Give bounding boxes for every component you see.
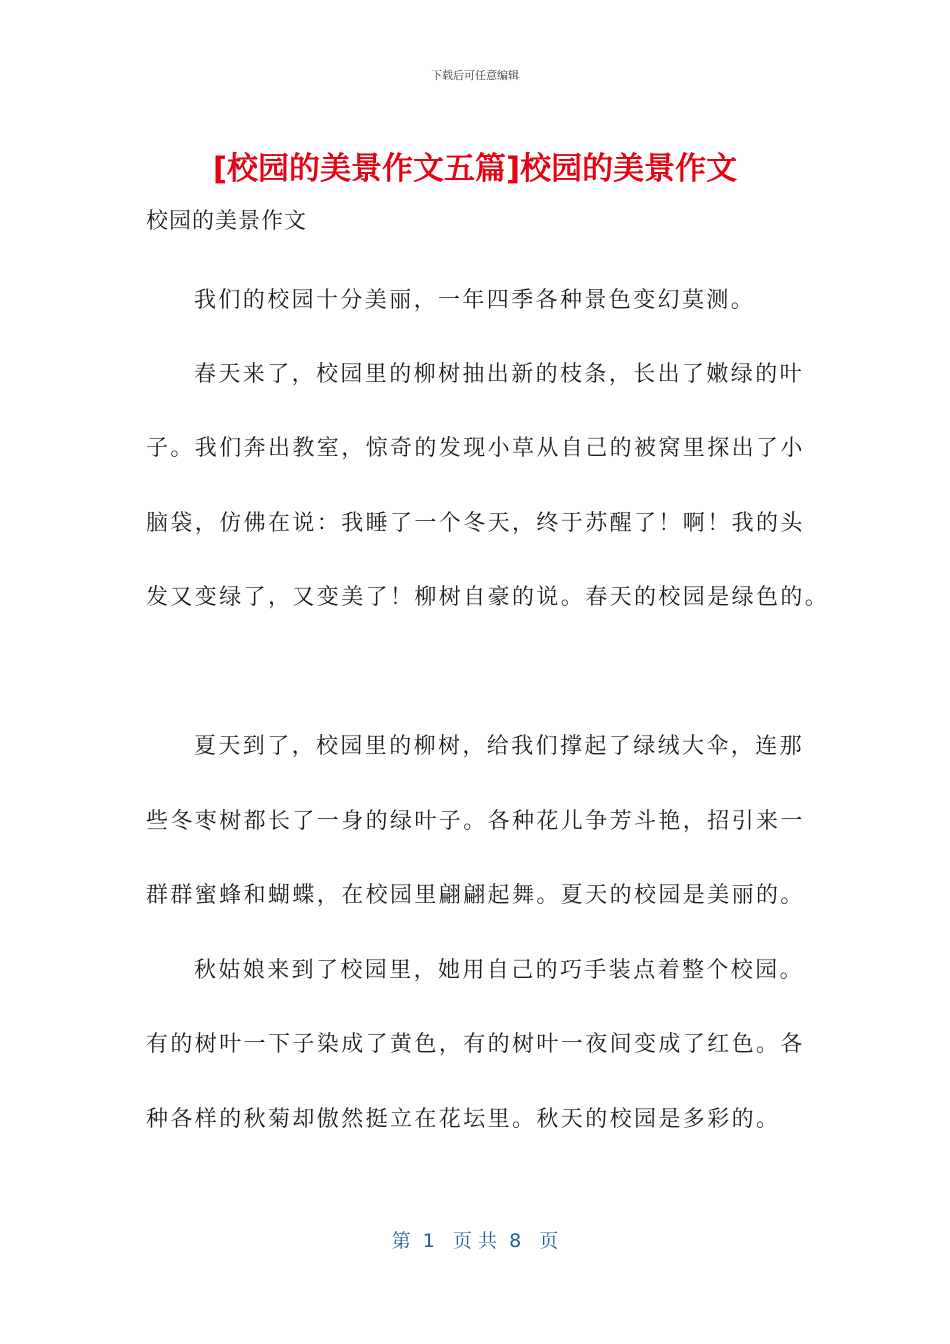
document-subtitle: 校园的美景作文 — [146, 209, 308, 234]
header-note: 下载后可任意编辑 — [431, 69, 519, 82]
document-title: [校园的美景作文五篇]校园的美景作文 — [212, 151, 738, 187]
page-number: 第 1 页 共 8 页 — [391, 1230, 559, 1252]
paragraph-line: 发又变绿了，又变美了！柳树自豪的说。春天的校园是绿色的。 — [146, 585, 830, 610]
paragraph-line: 春天来了，校园里的柳树抽出新的枝条，长出了嫩绿的叶 — [194, 362, 805, 387]
paragraph-line: 我们的校园十分美丽，一年四季各种景色变幻莫测。 — [194, 288, 756, 313]
paragraph-line: 脑袋，仿佛在说：我睡了一个冬天，终于苏醒了！啊！我的头 — [146, 511, 805, 536]
paragraph-line: 秋姑娘来到了校园里，她用自己的巧手装点着整个校园。 — [194, 958, 805, 983]
paragraph-line: 子。我们奔出教室，惊奇的发现小草从自己的被窝里探出了小 — [146, 436, 805, 461]
paragraph-line: 群群蜜蜂和蝴蝶，在校园里翩翩起舞。夏天的校园是美丽的。 — [146, 883, 805, 908]
paragraph-line: 些冬枣树都长了一身的绿叶子。各种花儿争芳斗艳，招引来一 — [146, 809, 805, 834]
paragraph-line: 种各样的秋菊却傲然挺立在花坛里。秋天的校园是多彩的。 — [146, 1107, 781, 1132]
paragraph-line: 有的树叶一下子染成了黄色，有的树叶一夜间变成了红色。各 — [146, 1032, 805, 1057]
paragraph-line: 夏天到了，校园里的柳树，给我们撑起了绿绒大伞，连那 — [194, 734, 805, 759]
